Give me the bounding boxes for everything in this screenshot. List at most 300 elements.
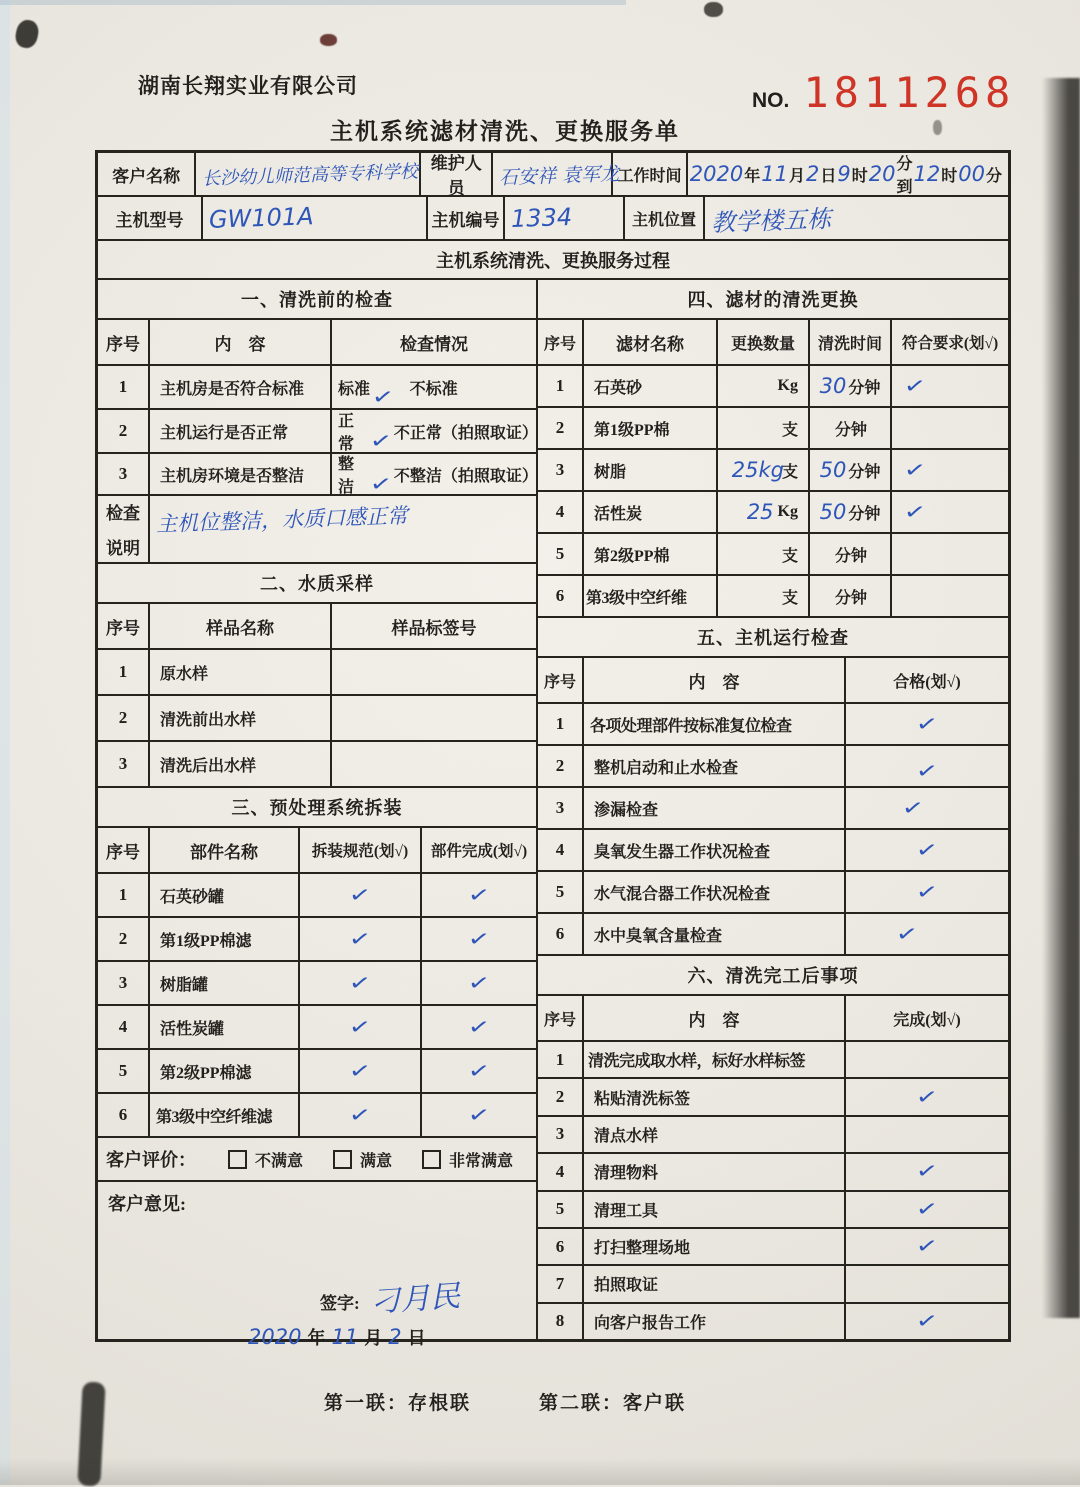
spec-cell: [300, 1094, 422, 1136]
checkmark: ✓: [466, 1101, 492, 1128]
time-cell: [810, 576, 892, 616]
qty-unit: 支: [781, 547, 798, 565]
scan-edge-left: [0, 0, 10, 1485]
time-unit: 分钟: [834, 547, 867, 565]
checkmark: ✓: [466, 881, 492, 908]
part-name: 第1级PP棉滤: [150, 918, 300, 960]
ok-cell: [892, 408, 1008, 448]
evaluation-option-satisfied: [333, 1148, 392, 1171]
task-content: 打扫整理场地: [584, 1229, 846, 1264]
location-label: 主机位置: [625, 197, 705, 239]
checkmark: ✓: [914, 1232, 940, 1260]
table-row: [538, 1042, 1008, 1079]
sample-name: 清洗后出水样: [150, 742, 332, 786]
row-number: 1: [538, 704, 584, 744]
checkmark: ✓: [914, 1307, 940, 1335]
table-row: [538, 1079, 1008, 1116]
table-row: [98, 962, 536, 1006]
part-name: 活性炭罐: [150, 1006, 300, 1048]
option-1: 标准: [338, 380, 371, 398]
date-day-unit: 日: [407, 1328, 426, 1348]
row-number: 3: [98, 962, 150, 1004]
check-status: [332, 366, 536, 408]
pass-cell: [846, 830, 1008, 870]
qty-handwriting: 25: [746, 500, 774, 524]
col-header-no: 序号: [538, 658, 584, 702]
customer-name-label: 客户名称: [98, 153, 196, 195]
sample-name: 清洗前出水样: [150, 696, 332, 740]
customer-opinion-block: [98, 1182, 536, 1349]
worktime-hour2-unit: 时: [941, 167, 958, 185]
col-header-qty: 更换数量: [718, 320, 810, 364]
table-row: [538, 1266, 1008, 1303]
note-value: [150, 496, 536, 562]
table-row: [538, 576, 1008, 618]
footer-copy-2: 第二联：客户联: [539, 1393, 687, 1414]
table-row: [538, 1154, 1008, 1191]
task-content: 向客户报告工作: [584, 1304, 846, 1339]
done-cell: [846, 1229, 1008, 1264]
row-number: 1: [538, 366, 584, 406]
check-content: 水中臭氧含量检查: [584, 914, 846, 954]
date-year-hw: 2020: [248, 1325, 302, 1349]
table-row: [98, 650, 536, 696]
worktime-day-hw: 2: [805, 162, 820, 186]
task-content: 清理工具: [584, 1192, 846, 1227]
checkmark: ✓: [466, 1057, 492, 1084]
worktime-hour-hw: 9: [837, 162, 851, 186]
table-row: [538, 830, 1008, 872]
done-cell: [846, 1266, 1008, 1301]
pass-cell: [846, 914, 1008, 954]
ok-cell: [892, 492, 1008, 532]
check-status: [332, 410, 536, 452]
worktime-minute2-unit: 分: [985, 167, 1002, 185]
table-row: [538, 1304, 1008, 1339]
table-row: [98, 1006, 536, 1050]
checkmark: ✓: [347, 1013, 373, 1040]
section3-title: 三、预处理系统拆装: [98, 788, 536, 828]
col-header-no: 序号: [98, 604, 150, 648]
row-number: 3: [98, 454, 150, 494]
table-row: [538, 1192, 1008, 1229]
col-header-spec: 拆装规范(划√): [300, 828, 422, 872]
qty-unit: 支: [781, 589, 798, 607]
inspection-note-row: [98, 496, 536, 564]
col-header-content: 内 容: [584, 658, 846, 702]
pass-cell: [846, 788, 1008, 828]
table-row: [98, 918, 536, 962]
checkmark: ✓: [914, 757, 940, 784]
filter-name: 石英砂: [584, 366, 718, 406]
checkmark: ✓: [347, 881, 373, 908]
ink-speck: [320, 34, 337, 46]
right-column: [538, 280, 1008, 1339]
row-number: 5: [538, 534, 584, 574]
qty-unit: Kg: [777, 377, 798, 394]
table-row: [98, 1050, 536, 1094]
form-number-stamp: 1811268: [803, 68, 1016, 117]
table-row: [538, 492, 1008, 534]
done-cell: [422, 1094, 536, 1136]
checkmark: ✓: [370, 383, 396, 410]
note-handwriting: 主机位整洁，水质口感正常: [155, 503, 409, 537]
option-2: 不整洁（拍照取证）: [393, 467, 538, 485]
row-number: 3: [538, 450, 584, 490]
signature-label: 签字:: [320, 1294, 360, 1313]
part-name: 第3级中空纤维滤: [150, 1094, 300, 1136]
evaluation-option-label: 非常满意: [449, 1152, 514, 1170]
done-cell: [846, 1154, 1008, 1189]
worktime-minute-unit: 分到: [896, 156, 913, 196]
checkmark: ✓: [347, 1057, 373, 1084]
pass-cell: [846, 872, 1008, 912]
col-header-done: 完成(划√): [893, 1011, 961, 1029]
task-content: 清点水样: [584, 1117, 846, 1152]
info-row-1: [98, 153, 1008, 197]
table-row: [98, 366, 536, 410]
row-number: 5: [538, 872, 584, 912]
row-number: 2: [538, 746, 584, 786]
done-cell: [422, 1050, 536, 1092]
left-column: [98, 280, 538, 1349]
time-cell: [810, 534, 892, 574]
worktime-month-unit: 月: [788, 167, 805, 185]
time-unit: 分钟: [848, 463, 881, 481]
section3-header-row: [98, 828, 536, 874]
note-label-line1: 检查: [106, 504, 140, 523]
checkmark: ✓: [466, 1013, 492, 1040]
worktime-hour2-hw: 12: [913, 162, 941, 186]
service-form-table: [95, 150, 1011, 1349]
option-1: 正常: [338, 413, 355, 453]
date-year-unit: 年: [307, 1328, 326, 1348]
table-row: [538, 872, 1008, 914]
row-number: 3: [538, 1117, 584, 1152]
worktime-minute2-hw: 00: [958, 162, 985, 186]
qty-cell: [718, 408, 810, 448]
row-number: 2: [98, 696, 150, 740]
checkmark: ✓: [347, 969, 373, 996]
row-number: 1: [98, 366, 150, 408]
spec-cell: [300, 1050, 422, 1092]
spec-cell: [300, 874, 422, 916]
part-name: 石英砂罐: [150, 874, 300, 916]
done-cell: [846, 1042, 1008, 1077]
section6-title: 六、清洗完工后事项: [538, 956, 1008, 996]
ok-cell: [892, 576, 1008, 616]
done-cell: [422, 1006, 536, 1048]
col-header-content: 内 容: [584, 996, 846, 1040]
filter-name: 第3级中空纤维: [584, 576, 718, 616]
time-unit: 分钟: [848, 379, 881, 397]
filter-name: 第1级PP棉: [584, 408, 718, 448]
date-month-unit: 月: [364, 1328, 383, 1348]
footer-copy-1: 第一联：存根联: [323, 1393, 471, 1414]
row-number: 6: [538, 1229, 584, 1264]
col-header-content: 内 容: [150, 320, 332, 364]
row-number: 1: [98, 650, 150, 694]
time-cell: [810, 450, 892, 490]
sample-tag: [332, 696, 536, 740]
customer-name-handwriting: 长沙幼儿师范高等专科学校: [202, 161, 419, 190]
row-number: 3: [98, 742, 150, 786]
evaluation-option-label: 不满意: [255, 1152, 304, 1170]
scan-edge-top: [0, 0, 626, 5]
done-cell: [846, 1304, 1008, 1339]
checkmark: ✓: [902, 372, 928, 399]
table-row: [538, 1229, 1008, 1266]
model-label: 主机型号: [98, 197, 203, 239]
model-value: [203, 197, 428, 239]
checkbox-icon: [422, 1150, 441, 1169]
date-month-hw: 11: [331, 1325, 359, 1349]
option-1: 整洁: [338, 456, 355, 496]
row-number: 2: [538, 408, 584, 448]
row-number: 4: [98, 1006, 150, 1048]
checkmark: ✓: [894, 920, 920, 947]
checkmark: ✓: [466, 969, 492, 996]
time-handwriting: 50: [819, 458, 847, 482]
row-number: 2: [98, 410, 150, 452]
row-number: 2: [98, 918, 150, 960]
date-day-hw: 2: [388, 1325, 402, 1349]
time-unit: 分钟: [848, 505, 881, 523]
ok-cell: [892, 534, 1008, 574]
col-header-no: 序号: [98, 320, 150, 364]
spec-cell: [300, 962, 422, 1004]
worktime-day-unit: 日: [820, 167, 837, 185]
col-header-sample-name: 样品名称: [150, 604, 332, 648]
ink-speck: [704, 2, 723, 17]
col-header-filter-name: 滤材名称: [584, 320, 718, 364]
row-number: 5: [98, 1050, 150, 1092]
pass-cell: [846, 746, 1008, 786]
col-header-time: 清洗时间: [810, 320, 892, 364]
process-title: 主机系统清洗、更换服务过程: [98, 241, 1008, 280]
option-2: 不标准: [409, 380, 458, 398]
qty-cell: [718, 576, 810, 616]
done-cell: [422, 874, 536, 916]
check-content: 各项处理部件按标准复位检查: [584, 704, 846, 744]
scan-edge-bottom: [0, 1458, 1080, 1485]
section1-header-row: [98, 320, 536, 366]
evaluation-option-very-satisfied: [422, 1148, 513, 1171]
section1-title: 一、清洗前的检查: [98, 280, 536, 320]
col-header-done: 部件完成(划√): [430, 843, 528, 860]
row-number: 4: [538, 492, 584, 532]
signature-date-line: [248, 1324, 426, 1350]
serial-handwriting: 1334: [510, 202, 573, 234]
checkmark: ✓: [900, 794, 926, 821]
table-row: [538, 704, 1008, 746]
signature-line: [320, 1274, 462, 1321]
model-handwriting: GW101A: [208, 202, 315, 234]
company-name: 湖南长翔实业有限公司: [138, 74, 358, 98]
info-row-2: [98, 197, 1008, 241]
done-cell: [846, 1079, 1008, 1114]
checkbox-icon: [333, 1150, 352, 1169]
check-item: 主机运行是否正常: [150, 410, 332, 452]
time-cell: [810, 492, 892, 532]
form-number-label: NO.: [752, 89, 790, 112]
table-row: [98, 874, 536, 918]
sample-tag: [332, 742, 536, 786]
table-row: [538, 788, 1008, 830]
filter-name: 树脂: [584, 450, 718, 490]
check-content: 整机启动和止水检查: [584, 746, 846, 786]
col-header-ok: 符合要求(划√): [901, 335, 999, 352]
row-number: 1: [98, 874, 150, 916]
sample-name: 原水样: [150, 650, 332, 694]
task-content: 清洗完成取水样，标好水样标签: [584, 1042, 846, 1077]
section6-header-row: [538, 996, 1008, 1042]
qty-unit: 支: [781, 463, 798, 481]
ok-cell: [892, 450, 1008, 490]
checkmark: ✓: [914, 878, 940, 905]
checkmark: ✓: [914, 710, 940, 737]
table-row: [98, 696, 536, 742]
check-content: 渗漏检查: [584, 788, 846, 828]
filter-name: 活性炭: [584, 492, 718, 532]
col-header-pass: 合格(划√): [893, 673, 961, 691]
done-cell: [422, 962, 536, 1004]
spec-cell: [300, 1006, 422, 1048]
checkmark: ✓: [466, 925, 492, 952]
section5-header-row: [538, 658, 1008, 704]
qty-cell: [718, 492, 810, 532]
spec-cell: [300, 918, 422, 960]
row-number: 1: [538, 1042, 584, 1077]
time-cell: [810, 408, 892, 448]
col-header-no: 序号: [98, 828, 150, 872]
time-unit: 分钟: [834, 589, 867, 607]
section4-header-row: [538, 320, 1008, 366]
section2-title: 二、水质采样: [98, 564, 536, 604]
row-number: 6: [538, 914, 584, 954]
table-row: [538, 914, 1008, 956]
evaluation-option-unsatisfied: [228, 1148, 303, 1171]
location-handwriting: 教学楼五栋: [710, 204, 832, 237]
worktime-value: [688, 153, 1008, 195]
evaluation-option-label: 满意: [360, 1152, 393, 1170]
copy-footer: [0, 1388, 1010, 1415]
maintainer-handwriting: 石安祥 袁军龙: [498, 162, 620, 189]
worktime-year-unit: 年: [744, 167, 761, 185]
table-row: [98, 742, 536, 788]
worktime-label: 工作时间: [613, 153, 688, 195]
qty-handwriting: 25kg: [731, 458, 784, 482]
time-handwriting: 30: [819, 374, 847, 398]
qty-unit: 支: [781, 421, 798, 439]
serial-label: 主机编号: [428, 197, 505, 239]
evaluation-label: 客户评价：: [106, 1150, 196, 1170]
checkmark: ✓: [914, 1158, 940, 1185]
checkmark: ✓: [347, 925, 373, 952]
table-row: [538, 366, 1008, 408]
checkmark: ✓: [368, 470, 394, 497]
task-content: 粘贴清洗标签: [584, 1079, 846, 1114]
table-row: [98, 1094, 536, 1138]
time-unit: 分钟: [834, 421, 867, 439]
pass-cell: [846, 704, 1008, 744]
col-header-no: 序号: [538, 320, 584, 364]
done-cell: [846, 1192, 1008, 1227]
filter-name: 第2级PP棉: [584, 534, 718, 574]
scan-edge-right: [1042, 78, 1080, 1318]
section5-title: 五、主机运行检查: [538, 618, 1008, 658]
col-header-part-name: 部件名称: [150, 828, 300, 872]
check-content: 臭氧发生器工作状况检查: [584, 830, 846, 870]
part-name: 树脂罐: [150, 962, 300, 1004]
checkmark: ✓: [902, 456, 928, 483]
check-content: 水气混合器工作状况检查: [584, 872, 846, 912]
row-number: 8: [538, 1304, 584, 1339]
check-status: [332, 454, 538, 497]
qty-unit: Kg: [777, 503, 798, 520]
checkmark: ✓: [914, 1195, 940, 1222]
signature-handwriting: 刁月民: [368, 1278, 462, 1321]
task-content: 拍照取证: [584, 1266, 846, 1301]
row-number: 3: [538, 788, 584, 828]
table-columns: [98, 280, 1008, 1349]
worktime-year-hw: 2020: [689, 162, 744, 186]
qty-cell: [718, 534, 810, 574]
worktime-hour-unit: 时: [851, 167, 868, 185]
col-header-sample-tag: 样品标签号: [391, 618, 477, 638]
table-row: [538, 534, 1008, 576]
ink-speck: [13, 18, 40, 50]
location-value: [705, 197, 1008, 239]
table-row: [98, 454, 536, 496]
col-header-no: 序号: [538, 996, 584, 1040]
checkmark: ✓: [914, 836, 940, 863]
row-number: 6: [538, 576, 584, 616]
row-number: 2: [538, 1079, 584, 1114]
row-number: 5: [538, 1192, 584, 1227]
maintainer-value: [493, 153, 620, 195]
task-content: 清理物料: [584, 1154, 846, 1189]
checkbox-icon: [228, 1150, 247, 1169]
serial-value: [505, 197, 625, 239]
sample-tag: [332, 650, 536, 694]
checkmark: ✓: [914, 1083, 940, 1110]
time-cell: [810, 366, 892, 406]
row-number: 6: [98, 1094, 150, 1136]
customer-name-value: [196, 153, 421, 195]
note-label: [98, 496, 150, 562]
table-row: [538, 1117, 1008, 1154]
done-cell: [846, 1117, 1008, 1152]
section2-header-row: [98, 604, 536, 650]
col-header-status: 检查情况: [400, 334, 468, 354]
opinion-label: 客户意见:: [108, 1194, 186, 1214]
note-label-line2: 说明: [106, 539, 140, 558]
maintainer-label: 维护人员: [421, 153, 493, 195]
row-number: 4: [538, 830, 584, 870]
section4-title: 四、滤材的清洗更换: [538, 280, 1008, 320]
table-row: [98, 410, 536, 454]
form-title: 主机系统滤材清洗、更换服务单: [330, 119, 680, 144]
checkmark: ✓: [902, 498, 928, 525]
customer-evaluation-row: [98, 1138, 536, 1182]
worktime-month-hw: 11: [761, 162, 788, 186]
check-item: 主机房是否符合标准: [150, 366, 332, 408]
ok-cell: [892, 366, 1008, 406]
check-item: 主机房环境是否整洁: [150, 454, 332, 494]
checkmark: ✓: [368, 427, 394, 454]
checkmark: ✓: [347, 1101, 373, 1128]
